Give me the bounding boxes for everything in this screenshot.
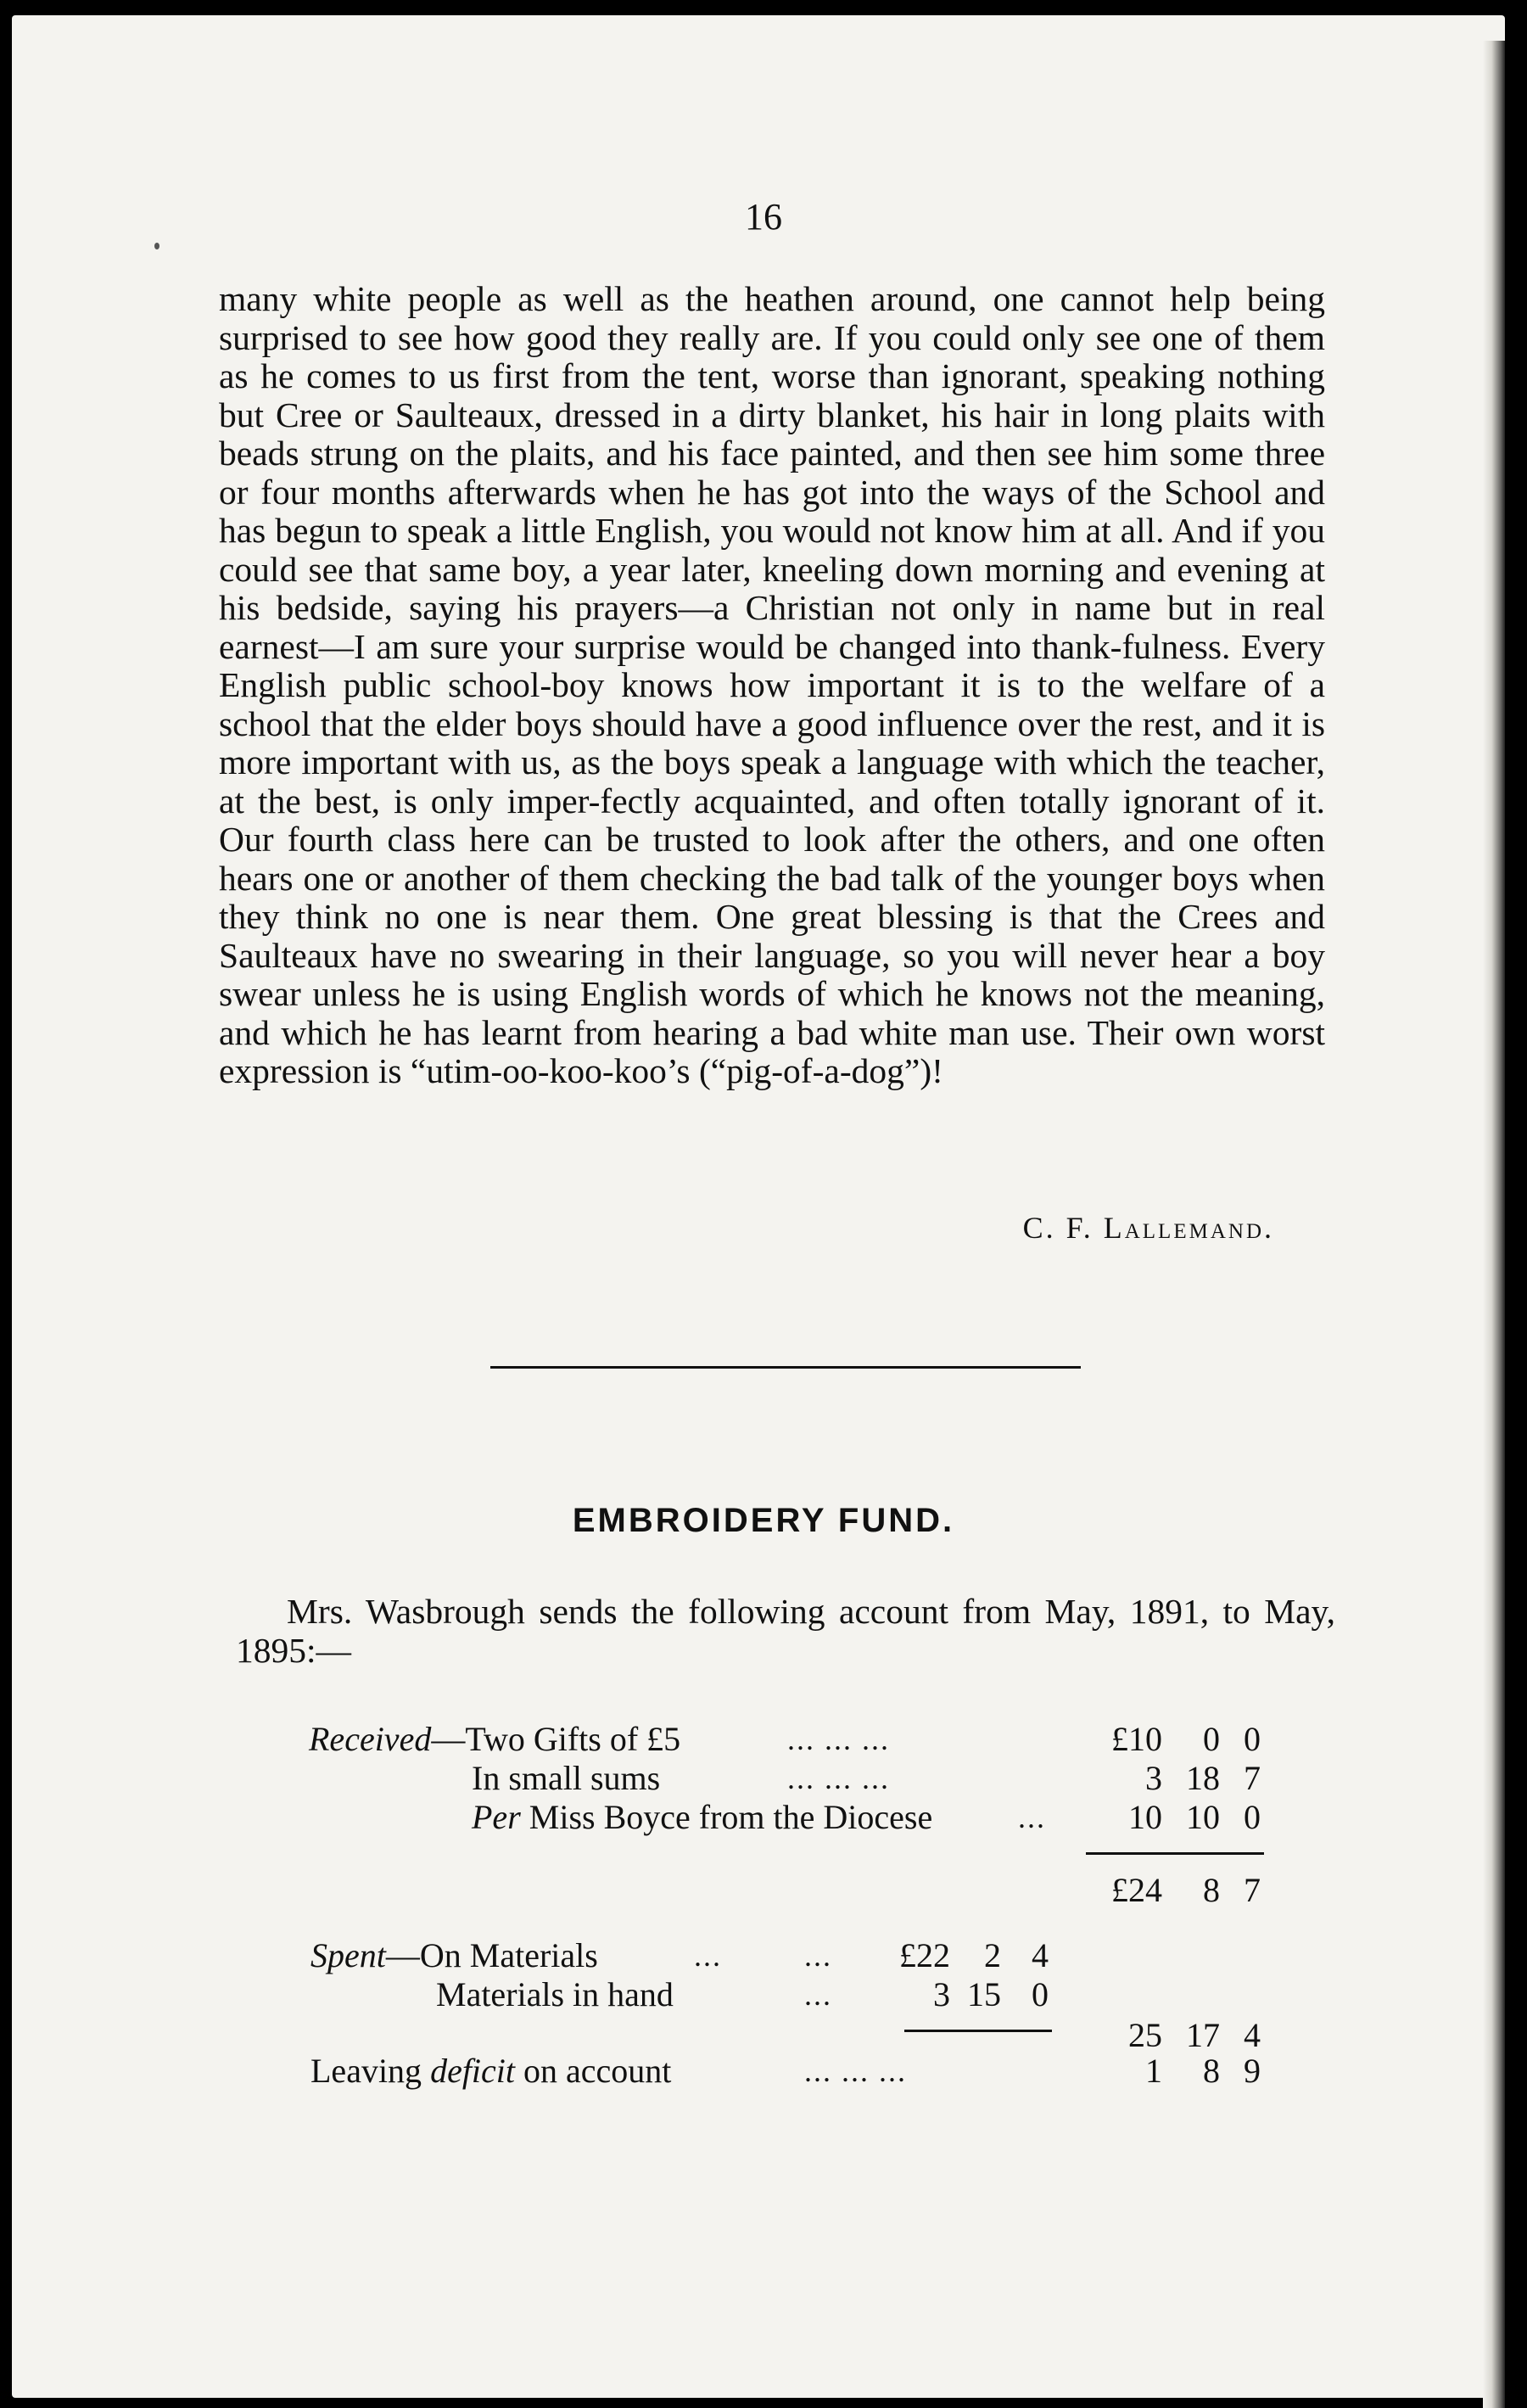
spent-row-1-label: [310, 1936, 598, 1975]
spent-row-1-leader-b: ...: [804, 1939, 832, 1973]
received-row-1-label: [309, 1720, 680, 1759]
spent-row-1-pounds: £22: [899, 1936, 950, 1974]
received-row-2-pence: 7: [1244, 1759, 1261, 1797]
received-row-3-pounds: 10: [1128, 1798, 1162, 1836]
spent-row-2-pence: 0: [1032, 1975, 1049, 2013]
deficit-word: deficit: [430, 2052, 516, 2090]
deficit-pounds: 1: [1145, 2052, 1162, 2090]
letter-body-paragraph: many white people as well as the heathen around, one cannot help being surprised to see how good they really are. If you could only see one of them as he comes to us first from the tent, worse than ignorant, speaking nothing but Cree or Saulteaux, dressed in a dirty blanket, his hair in long plaits with beads strung on the plaits, and his face painted, and then see him some three or four months afterwards when he has got into the ways of the School and has begun to speak a little English, you would not know him at all. And if you could see that same boy, a year later, kneeling down morning and evening at his bedside, saying his prayers—a Christian not only in name but in real earnest—I am sure your surprise would be changed into thank-fulness. Every English public school-boy knows how important it is to the welfare of a school that the elder boys should have a good influence over the rest, and it is more important with us, as the boys speak a language with which the teacher, at the best, is only imper-fectly acquainted, and often totally ignorant of it. Our fourth class here can be trusted to look after the others, and one often hears one or another of them checking the bad talk of the younger boys when they think no one is near them. One great blessing is that the Crees and Saulteaux have no swearing in their language, so you will never hear a boy swear unless he is using English words of which he knows not the meaning, and which he has learnt from hearing a bad white man use. Their own worst expression is “utim-oo-koo-koo’s (“pig-of-a-dog”)!: [219, 279, 1325, 1090]
spent-first-item: —On Materials: [385, 1936, 598, 1974]
spent-row-2-shillings: 15: [967, 1975, 1001, 2013]
received-row-2-label: In small sums: [472, 1759, 661, 1797]
received-total-pounds: £24: [1111, 1871, 1162, 1909]
received-row-3-per: Per: [472, 1798, 521, 1836]
received-total-shillings: 8: [1203, 1871, 1220, 1909]
deficit-row-label: [310, 2052, 671, 2091]
received-row-3-text: Miss Boyce from the Diocese: [520, 1798, 933, 1836]
spent-row-1-shillings: 2: [984, 1936, 1001, 1974]
received-total-pence: 7: [1244, 1871, 1261, 1909]
received-row-3-shillings: 10: [1186, 1798, 1220, 1836]
spent-row-1-leader-a: ...: [694, 1939, 722, 1973]
received-row-3-pence: 0: [1244, 1798, 1261, 1836]
letter-signature: C. F. Lallemand.: [1022, 1211, 1274, 1245]
received-row-2-leader: ... ... ...: [787, 1761, 890, 1795]
page-number: 16: [745, 196, 782, 238]
spent-total-pence: 4: [1244, 2016, 1261, 2054]
spent-row-2-pounds: 3: [933, 1975, 950, 2013]
section-heading: EMBROIDERY FUND.: [572, 1502, 955, 1539]
received-row-3-leader: ...: [1018, 1800, 1046, 1834]
received-row-1-pounds: £10: [1111, 1720, 1162, 1758]
spent-row-2-leader: ...: [804, 1978, 832, 2012]
deficit-pence: 9: [1244, 2052, 1261, 2090]
received-row-2-shillings: 18: [1186, 1759, 1220, 1797]
received-row-3-label: [472, 1798, 932, 1837]
spent-label: Spent: [310, 1936, 386, 1974]
fund-intro-paragraph: Mrs. Wasbrough sends the following account from May, 1891, to May, 1895:—: [236, 1592, 1335, 1670]
spent-row-2-label: Materials in hand: [436, 1975, 674, 2013]
received-row-1-leader: ... ... ...: [787, 1722, 890, 1756]
spent-sum-rule: [904, 2030, 1052, 2032]
received-row-2-pounds: 3: [1145, 1759, 1162, 1797]
deficit-shillings: 8: [1203, 2052, 1220, 2090]
spent-total-pounds: 25: [1128, 2016, 1162, 2054]
deficit-prefix: Leaving: [310, 2052, 431, 2090]
ink-speck: [154, 243, 159, 249]
received-first-item: —Two Gifts of £5: [431, 1720, 681, 1758]
received-label: Received: [309, 1720, 432, 1758]
received-sum-rule: [1086, 1852, 1264, 1855]
spent-total-shillings: 17: [1186, 2016, 1220, 2054]
received-row-1-pence: 0: [1244, 1720, 1261, 1758]
page-binding-shadow: [1483, 41, 1505, 2408]
spent-row-1-pence: 4: [1032, 1936, 1049, 1974]
deficit-row-leader: ... ... ...: [804, 2054, 907, 2088]
received-row-1-shillings: 0: [1203, 1720, 1220, 1758]
deficit-suffix: on account: [515, 2052, 672, 2090]
section-divider: [490, 1366, 1081, 1369]
